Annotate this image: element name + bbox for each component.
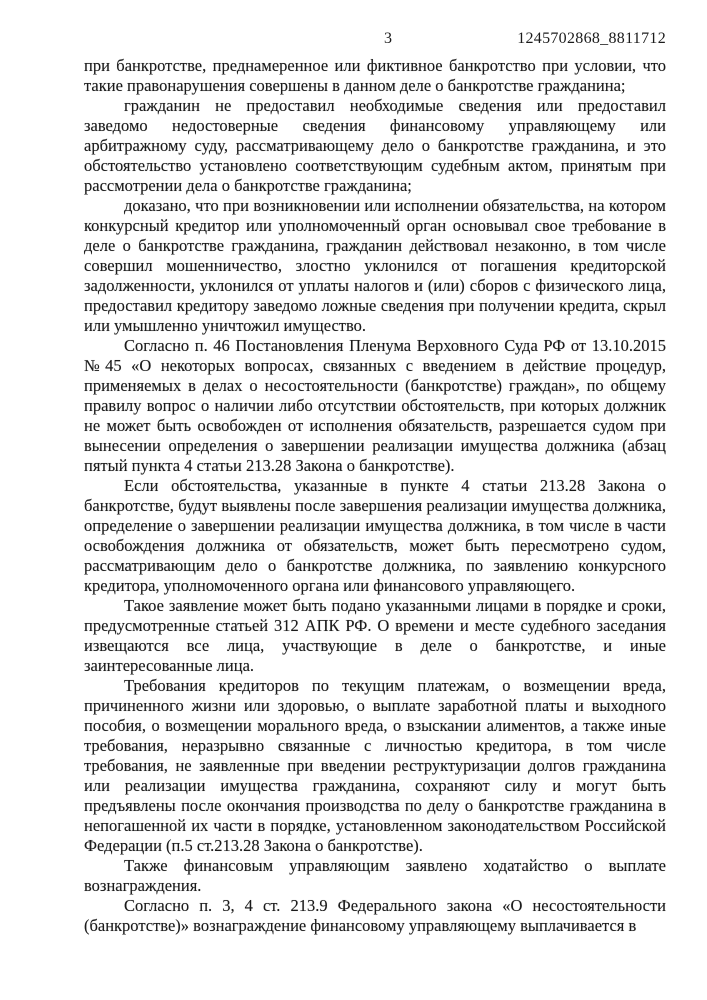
paragraph: Если обстоятельства, указанные в пункте 4 статьи 213.28 Закона о банкротстве, будут выявлены после завершения реализации имущества должника, определение о завершении реализации имущества должника, в том числе в части освобождения должника от обязательств, может быть пересмотрено судом, рассматривающим дело о банкротстве должника, по заявлению конкурсного кредитора, уполномоченного органа или финансового управляющего.	[84, 476, 666, 595]
document-id: 1245702868_8811712	[517, 30, 666, 47]
paragraph: Согласно п. 46 Постановления Пленума Верховного Суда РФ от 13.10.2015 №45 «О некоторых вопросах, связанных с введением в действие процедур, применяемых в делах о несостоятельности (банкротстве) граждан», по общему правилу вопрос о наличии либо отсутствии обстоятельств, при которых должник не может быть освобожден от исполнения обязательств, разрешается судом при вынесении определения о завершении реализации имущества должника (абзац пятый пункта 4 статьи 213.28 Закона о банкротстве).	[84, 336, 666, 475]
paragraph: при банкротстве, преднамеренное или фиктивное банкротство при условии, что такие правонарушения совершены в данном деле о банкротстве гражданина;	[84, 56, 666, 95]
paragraph: Согласно п. 3, 4 ст. 213.9 Федерального закона «О несостоятельности (банкротстве)» вознаграждение финансовому управляющему выплачивается в	[84, 896, 666, 935]
page-header	[84, 30, 666, 52]
paragraph: Требования кредиторов по текущим платежам, о возмещении вреда, причиненного жизни или здоровью, о выплате заработной платы и выходного пособия, о возмещении морального вреда, о взыскании алиментов, а также иные требования, неразрывно связанные с личностью кредитора, в том числе требования, не заявленные при введении реструктуризации долгов гражданина или реализации имущества гражданина, сохраняют силу и могут быть предъявлены после окончания производства по делу о банкротстве гражданина в непогашенной их части в порядке, установленном законодательством Российской Федерации (п.5 ст.213.28 Закона о банкротстве).	[84, 676, 666, 855]
paragraph: Такое заявление может быть подано указанными лицами в порядке и сроки, предусмотренные статьей 312 АПК РФ. О времени и месте судебного заседания извещаются все лица, участвующие в деле о банкротстве, и иные заинтересованные лица.	[84, 596, 666, 675]
document-body	[84, 56, 666, 936]
paragraph: доказано, что при возникновении или исполнении обязательства, на котором конкурсный кредитор или уполномоченный орган основывал свое требование в деле о банкротстве гражданина, гражданин действовал незаконно, в том числе совершил мошенничество, злостно уклонился от погашения кредиторской задолженности, уклонился от уплаты налогов и (или) сборов с физического лица, предоставил кредитору заведомо ложные сведения при получении кредита, скрыл или умышленно уничтожил имущество.	[84, 196, 666, 335]
paragraph: гражданин не предоставил необходимые сведения или предоставил заведомо недостоверные сведения финансовому управляющему или арбитражному суду, рассматривающему дело о банкротстве гражданина, и это обстоятельство установлено соответствующим судебным актом, принятым при рассмотрении дела о банкротстве гражданина;	[84, 96, 666, 195]
page-number: 3	[384, 30, 392, 47]
paragraph: Также финансовым управляющим заявлено ходатайство о выплате вознаграждения.	[84, 856, 666, 895]
